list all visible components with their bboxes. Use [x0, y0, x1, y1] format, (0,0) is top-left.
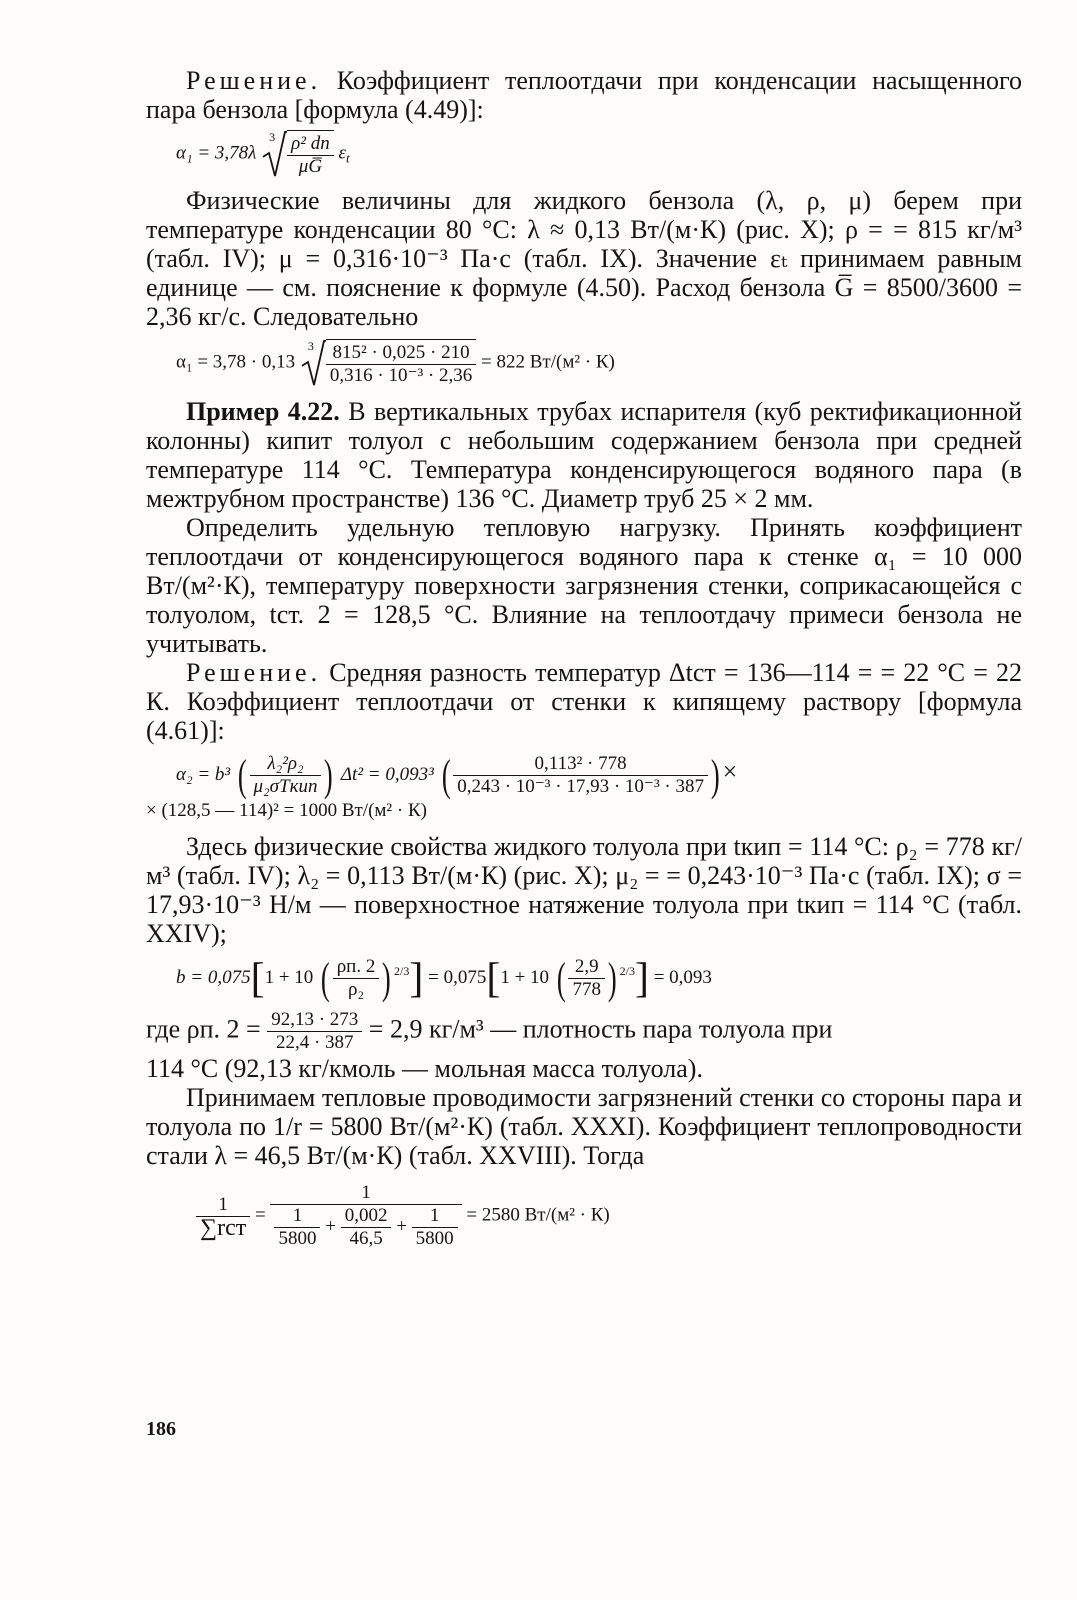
formula-alpha1-general: α₁ = 3,78λ 3 $\frac{\text{ρ² dn}}{\mu G̅}$ $\varepsilon_t$ [176, 130, 350, 177]
fraction: $\frac{\text{ρ² dn}}{\mu G̅}$ [287, 133, 334, 178]
formula-wall-sum: $\frac{1}{\text{∑rст}}$ = 1 $\frac{1}{5800}$ + $\frac{0,002}{46,5}$ + $\frac{1}{5800}$ = 2580 Вт/(м² · К) [196, 1182, 1022, 1250]
paragraph-molar-mass: 114 °С (92,13 кг/кмоль — мольная масса толуола). [146, 1054, 703, 1083]
formula-alpha2: α₂ = b³ ( $\frac{\text{λ₂²ρ₂}}{\text{μ₂σTкип}}$ ) Δt² = 0,093³ ( $\frac{\text{0,113² · 778}}{\text{0,243 · 10⁻³ · 17,93 · 10⁻³ · 387}}$ ) × [176, 750, 738, 800]
fraction: $\frac{1}{\text{∑rст}}$ [196, 1194, 250, 1239]
fraction: $\frac{\rho п. 2}{\text{ρ₂}}$ [333, 956, 380, 1001]
page-number: 186 [146, 1418, 176, 1440]
formula-alpha2-continued: × (128,5 — 114)² = 1000 Вт/(м² · К) [146, 800, 427, 821]
fraction: $\frac{2,9}{778}$ [568, 956, 605, 1001]
paragraph-solution-1 [146, 66, 1022, 124]
formula-vapor-density: где ρп. 2 = $\frac{92,13 \cdot 273}{22,4 \cdot 387}$ = 2,9 кг/м³ — плотность пара толуола при [146, 1009, 833, 1053]
page-content [146, 66, 1022, 1250]
fraction: $\frac{\text{815² · 0,025 · 210}}{\text{0,316 · 10⁻³ · 2,36}}$ [326, 342, 476, 387]
fraction: $\frac{\text{0,113² · 778}}{\text{0,243 · 10⁻³ · 17,93 · 10⁻³ · 387}}$ [453, 753, 708, 798]
fraction: $\frac{\text{λ₂²ρ₂}}{\text{μ₂σTкип}}$ [250, 753, 322, 798]
formula-alpha1-value: α₁ = 3,78 · 0,13 3 $\frac{\text{815² · 0,025 · 210}}{\text{0,316 · 10⁻³ · 2,36}}$ = 822 Вт/(м² · К) [176, 339, 615, 386]
paragraph-solution-2: Решение. Средняя разность температур Δtст = 136—114 = = 22 °С = 22 К. Коэффициент теплоотдачи от стенки к кипящему раствору [формула (4.61)]: [146, 658, 1022, 745]
paragraph-text: Коэффициент теплоотдачи при конденсации насыщенного пара бензола [формула (4.49)]: [146, 66, 1022, 124]
solution-label: Решение. [186, 658, 322, 687]
fraction: 1 $\frac{1}{5800}$ + $\frac{0,002}{46,5}$ + $\frac{1}{5800}$ [270, 1182, 461, 1250]
paragraph-example-4-22: Пример 4.22. В вертикальных трубах испарителя (куб ректификационной колонны) кипит толуол с небольшим содержанием бензола при средней температуре 114 °С. Температура конденсирующегося водяного пара (в межтрубном пространстве) 136 °С. Диаметр труб 25 × 2 мм. [146, 397, 1023, 513]
paragraph-task: Определить удельную тепловую нагрузку. Принять коэффициент теплоотдачи от конденсирующегося водяного пара к стенке α₁ = 10 000 Вт/(м²·К), температуру поверхности загрязнения стенки, соприкасающейся с толуолом, tст. 2 = 128,5 °С. Влияние на теплоотдачу примеси бензола не учитывать. [146, 513, 1022, 658]
fraction: $\frac{92,13 \cdot 273}{22,4 \cdot 387}$ [267, 1009, 362, 1054]
solution-label: Решение. [186, 66, 322, 95]
example-label: Пример 4.22. [186, 397, 340, 426]
cube-root: 3 $\frac{\text{815² · 0,025 · 210}}{\text{0,316 · 10⁻³ · 2,36}}$ [300, 339, 476, 387]
paragraph-toluene-properties: Здесь физические свойства жидкого толуола при tкип = 114 °С: ρ₂ = 778 кг/м³ (табл. IV); λ₂ = 0,113 Вт/(м·К) (рис. X); μ₂ = = 0,243·10⁻³ Па·с (табл. IX); σ = 17,93·10⁻³ Н/м — поверхностное натяжение толуола при tкип = 114 °С (табл. XXIV); [146, 832, 1022, 948]
paragraph-benzene-properties: Физические величины для жидкого бензола (λ, ρ, μ) берем при температуре конденсации 80 °С: λ ≈ 0,13 Вт/(м·К) (рис. X); ρ = = 815 кг/м³ (табл. IV); μ = 0,316·10⁻³ Па·с (табл. IX). Значение εₜ принимаем равным единице — см. пояснение к формуле (4.50). Расход бензола G̅ = 8500/3600 = 2,36 кг/с. Следовательно [146, 186, 1022, 331]
cube-root: 3 $\frac{\text{ρ² dn}}{\mu G̅}$ [261, 130, 334, 178]
paragraph-wall-conductance: Принимаем тепловые проводимости загрязнений стенки со стороны пара и толуола по 1/r = 5800 Вт/(м²·К) (табл. XXXI). Коэффициент теплопроводности стали λ = 46,5 Вт/(м·К) (табл. XXVIII). Тогда [146, 1083, 1022, 1170]
formula-b: b = 0,075[1 + 10 ( $\frac{\rho п. 2}{\text{ρ₂}}$ ) $^{2/3}$] = 0,075[1 + 10 ( $\frac{2,9}{778}$ ) $^{2/3}$] = 0,093 [176, 953, 712, 1003]
